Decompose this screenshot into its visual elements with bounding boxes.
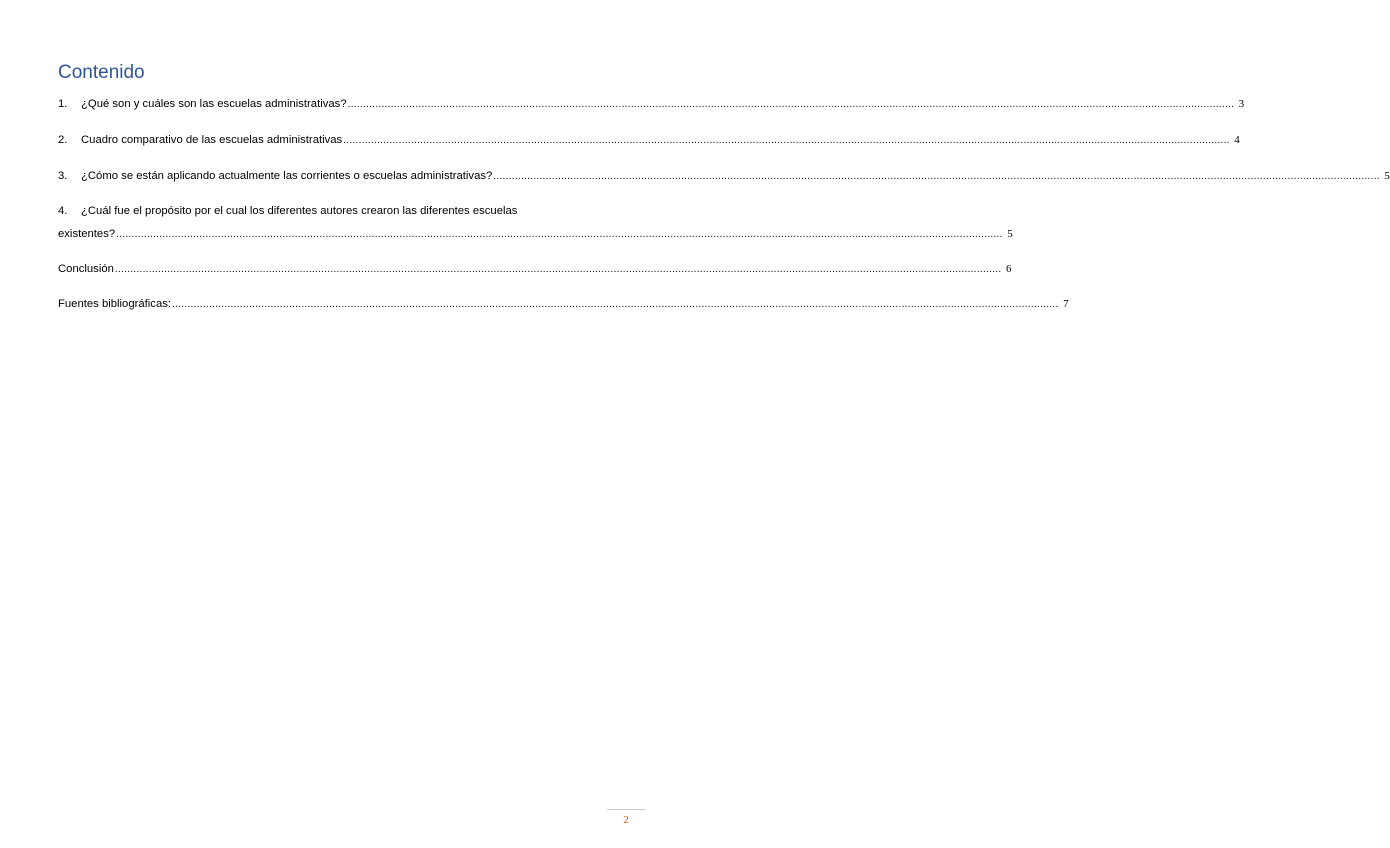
toc-entry-page: 5	[1007, 228, 1013, 240]
toc-entry-page: 4	[1234, 134, 1240, 146]
toc-entry-number: 2.	[58, 134, 68, 146]
toc-entry-4-line2[interactable]	[58, 227, 1013, 242]
toc-entry-text: ¿Cómo se están aplicando actualmente las corrientes o escuelas administrativas?	[81, 170, 493, 182]
dot-leader	[343, 134, 1230, 148]
toc-entry-text: Conclusión	[58, 263, 114, 275]
toc-heading: Contenido	[58, 62, 145, 83]
toc-entry-number: 3.	[58, 170, 68, 182]
toc-entry-sources[interactable]	[58, 297, 1069, 312]
toc-entry-page: 5	[1384, 170, 1390, 182]
toc-entry-text: existentes?	[58, 228, 116, 240]
toc-entry-page: 6	[1005, 263, 1012, 275]
toc-entry-text: ¿Qué son y cuáles son las escuelas administrativas?	[81, 98, 347, 110]
dot-leader	[116, 228, 1003, 242]
footer-divider	[607, 809, 645, 810]
toc-entry-page: 3	[1238, 98, 1245, 110]
toc-entry-3[interactable]	[58, 169, 1390, 184]
toc-entry-2[interactable]	[58, 133, 1240, 148]
toc-entry-text: ¿Cuál fue el propósito por el cual los diferentes autores crearon las diferentes escuelas	[81, 205, 518, 217]
dot-leader	[172, 298, 1059, 312]
toc-entry-page: 7	[1063, 298, 1069, 310]
footer-page-number: 2	[623, 814, 629, 826]
dot-leader	[348, 98, 1235, 112]
dot-leader	[115, 263, 1002, 277]
toc-entry-number: 4.	[58, 205, 68, 217]
toc-entry-number: 1.	[58, 98, 68, 110]
toc-entry-text: Fuentes bibliográficas:	[58, 298, 172, 310]
toc-entry-4-line1[interactable]	[58, 204, 599, 218]
dot-leader	[493, 170, 1380, 184]
toc-entry-conclusion[interactable]	[58, 262, 1012, 277]
toc-entry-1[interactable]	[58, 97, 1245, 112]
toc-entry-text: Cuadro comparativo de las escuelas administrativas	[81, 134, 343, 146]
